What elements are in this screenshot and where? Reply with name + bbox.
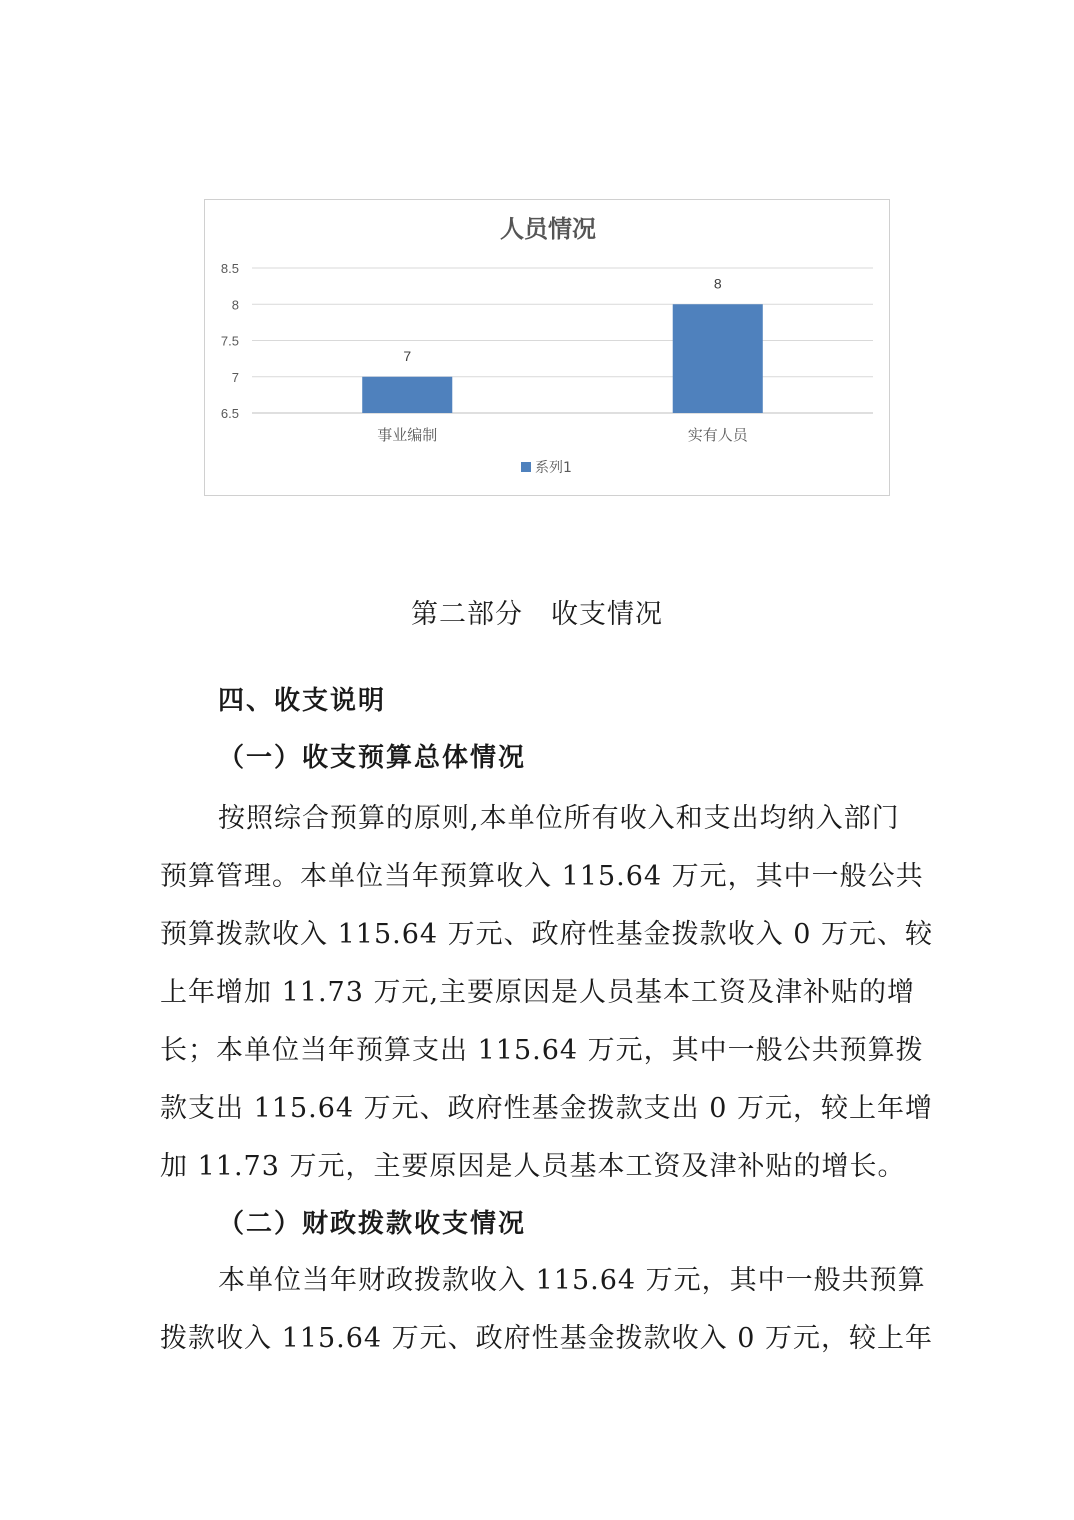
chart-canvas bbox=[205, 200, 891, 497]
y-tick-label: 7.5 bbox=[220, 333, 239, 349]
paragraph-line: 预算拨款收入 115.64 万元、政府性基金拨款收入 0 万元、较 bbox=[160, 919, 933, 950]
staffing-bar-chart bbox=[204, 199, 890, 496]
y-tick-label: 7 bbox=[231, 369, 239, 385]
heading-income-expense-explanation: 四、收支说明 bbox=[218, 686, 387, 716]
paragraph-line: 按照综合预算的原则,本单位所有收入和支出均纳入部门 bbox=[218, 803, 900, 834]
paragraph-overall-budget bbox=[160, 790, 933, 1196]
paragraph-line: 上年增加 11.73 万元,主要原因是人员基本工资及津补贴的增 bbox=[160, 977, 916, 1008]
paragraph-fiscal-appropriation bbox=[160, 1252, 933, 1368]
x-category-label: 实有人员 bbox=[687, 426, 748, 444]
x-category-label: 事业编制 bbox=[377, 426, 438, 444]
section-title: 第二部分 收支情况 bbox=[411, 599, 663, 630]
data-label: 7 bbox=[403, 347, 412, 364]
chart-title: 人员情况 bbox=[500, 215, 596, 243]
y-tick-label: 8.5 bbox=[220, 261, 239, 276]
data-label: 8 bbox=[713, 275, 722, 292]
bar bbox=[362, 377, 452, 413]
paragraph-line: 长；本单位当年预算支出 115.64 万元，其中一般公共预算拨 bbox=[160, 1035, 924, 1066]
subheading-fiscal-appropriation: （二）财政拨款收支情况 bbox=[218, 1209, 527, 1239]
paragraph-line: 拨款收入 115.64 万元、政府性基金拨款收入 0 万元，较上年 bbox=[160, 1323, 933, 1354]
paragraph-line: 预算管理。本单位当年预算收入 115.64 万元，其中一般公共 bbox=[160, 861, 924, 892]
y-tick-label: 6.5 bbox=[220, 406, 239, 421]
paragraph-line: 本单位当年财政拨款收入 115.64 万元，其中一般共预算 bbox=[218, 1265, 926, 1296]
paragraph-line: 款支出 115.64 万元、政府性基金拨款支出 0 万元，较上年增 bbox=[160, 1093, 933, 1124]
paragraph-line: 加 11.73 万元，主要原因是人员基本工资及津补贴的增长。 bbox=[160, 1151, 906, 1182]
legend-swatch bbox=[521, 462, 531, 472]
legend-label: 系列1 bbox=[535, 460, 572, 476]
subheading-overall-budget: （一）收支预算总体情况 bbox=[218, 743, 527, 773]
y-tick-label: 8 bbox=[231, 297, 239, 313]
bar bbox=[673, 304, 763, 413]
